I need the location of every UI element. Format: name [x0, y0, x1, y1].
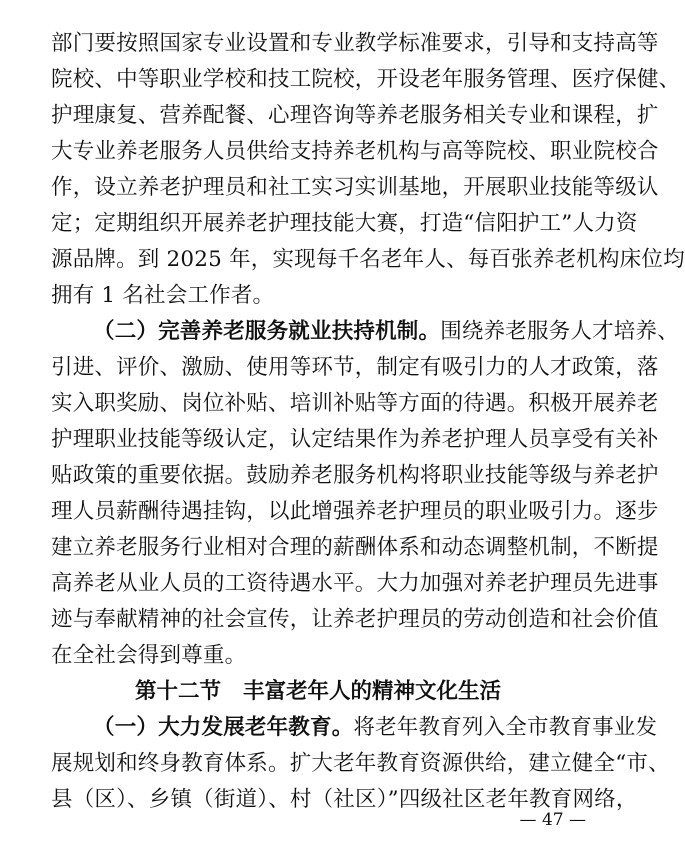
section-heading — [51, 674, 585, 710]
paragraph-lead-text: 围绕养老服务人才培养、 — [440, 319, 679, 344]
text-line: 迹与奉献精神的社会宣传，让养老护理员的劳动创造和社会价值 — [51, 607, 659, 632]
text-line: 县（区）、乡镇（街道）、村（社区）”四级社区老年教育网络， — [51, 787, 638, 812]
paragraph-lead-bold: （二）完善养老服务就业扶持机制。 — [93, 319, 441, 344]
text-line: 护理康复、营养配餐、心理咨询等养老服务相关专业和课程，扩 — [51, 103, 659, 128]
section-number: 第十二节 — [134, 679, 221, 704]
text-line: 理人员薪酬待遇挂钩，以此增强养老护理员的职业吸引力。逐步 — [51, 499, 659, 524]
text-line: 在全社会得到尊重。 — [51, 643, 247, 668]
text-line: 护理职业技能等级认定，认定结果作为养老护理人员享受有关补 — [51, 427, 659, 452]
paragraph-lead-line — [93, 710, 658, 746]
paragraph-lead-bold: （一）大力发展老年教育。 — [93, 715, 354, 740]
page-number: — 47 — — [519, 810, 586, 830]
text-line: 建立养老服务行业相对合理的薪酬体系和动态调整机制，不断提 — [51, 535, 659, 560]
text-line: 高养老从业人员的工资待遇水平。大力加强对养老护理员先进事 — [51, 571, 659, 596]
text-line: 院校、中等职业学校和技工院校，开设老年服务管理、医疗保健、 — [51, 67, 681, 92]
text-line: 贴政策的重要依据。鼓励养老服务机构将职业技能等级与养老护 — [51, 463, 659, 488]
text-line: 源品牌。到 2025 年，实现每千名老年人、每百张养老机构床位均 — [51, 247, 685, 272]
paragraph-lead-text: 将老年教育列入全市教育事业发 — [353, 715, 658, 740]
text-line: 实入职奖励、岗位补贴、培训补贴等方面的待遇。积极开展养老 — [51, 391, 659, 416]
section-title: 丰富老年人的精神文化生活 — [243, 679, 502, 704]
paragraph-lead-line — [93, 314, 679, 350]
text-line: 部门要按照国家专业设置和专业教学标准要求，引导和支持高等 — [51, 31, 659, 56]
text-line: 作，设立养老护理员和社工实习实训基地，开展职业技能等级认 — [51, 175, 659, 200]
text-line: 展规划和终身教育体系。扩大老年教育资源供给，建立健全“市、 — [51, 751, 670, 776]
text-line: 拥有 1 名社会工作者。 — [51, 283, 275, 308]
text-line: 定；定期组织开展养老护理技能大赛，打造“信阳护工”人力资 — [51, 211, 638, 236]
text-line: 引进、评价、激励、使用等环节，制定有吸引力的人才政策，落 — [51, 355, 659, 380]
text-line: 大专业养老服务人员供给支持养老机构与高等院校、职业院校合 — [51, 139, 659, 164]
